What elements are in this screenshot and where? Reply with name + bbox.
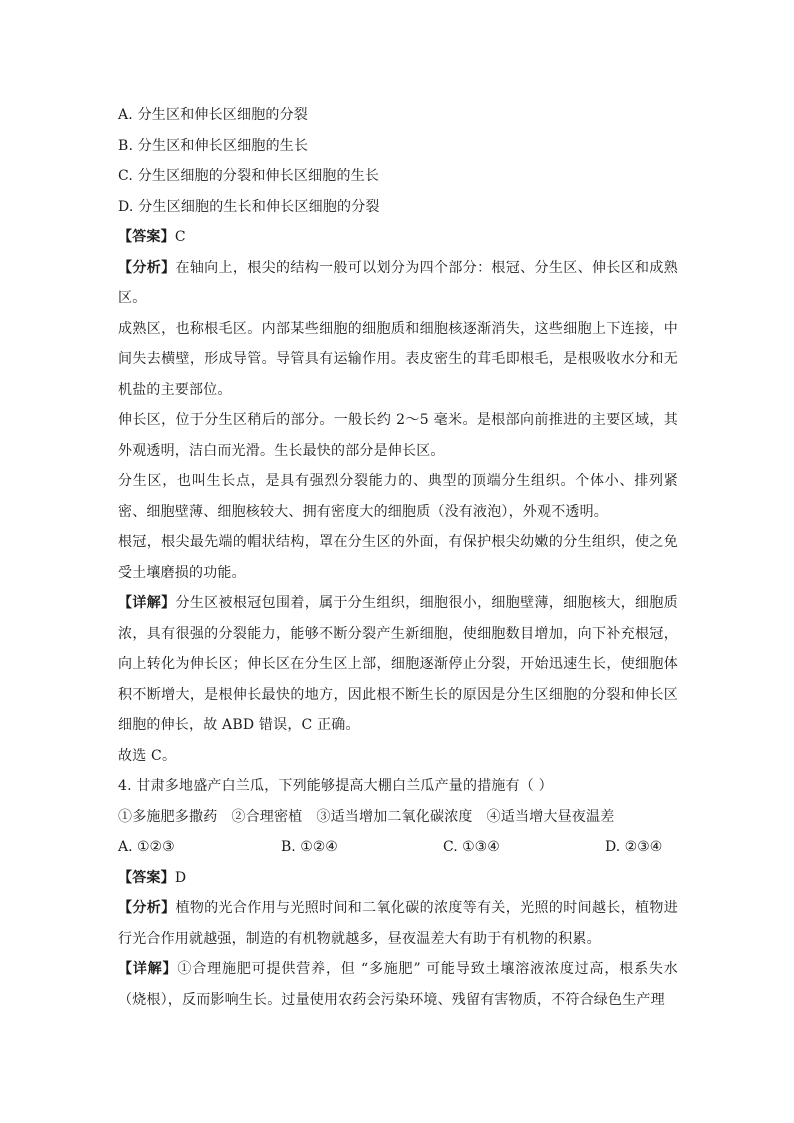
detail-paragraph	[118, 588, 678, 741]
q4-detail-paragraph	[118, 954, 678, 1015]
question-4-choices	[118, 802, 678, 833]
root-cap-paragraph: 根冠，根尖最先端的帽状结构，罩在分生区的外面，有保护根尖幼嫩的分生组织，使之免受土壤磨损的功能。	[118, 534, 678, 581]
question-4-options	[118, 832, 678, 863]
detail-text: 分生区被根冠包围着，属于分生组织，细胞很小，细胞壁薄，细胞核大，细胞质浓，具有很强的分裂能力，能够不断分裂产生新细胞，使细胞数目增加，向下补充根冠，向上转化为伸长区；伸长区在分生区上部，细胞逐渐停止分裂，开始迅速生长，使细胞体积不断增大，是根伸长最快的地方，因此根不断生长的原因是分生区细胞的分裂和伸长区细胞的伸长，故 ABD 错误，C 正确。	[118, 595, 678, 733]
meristem-zone-paragraph: 分生区，也叫生长点，是具有强烈分裂能力的、典型的顶端分生组织。个体小、排列紧密、细胞壁薄、细胞核较大、拥有密度大的细胞质（没有液泡），外观不透明。	[118, 473, 678, 520]
option-c: C. 分生区细胞的分裂和伸长区细胞的生长	[118, 168, 380, 184]
choice-1: ①多施肥多撒药	[118, 808, 218, 825]
q4-analysis-tag: 【分析】	[118, 900, 176, 916]
answer-tag: 【答案】	[118, 229, 175, 245]
analysis-tag: 【分析】	[118, 259, 176, 276]
conclusion-line: 故选 C。	[118, 747, 177, 764]
q4-detail-text: ①合理施肥可提供营养，但 “多施肥” 可能导致土壤溶液浓度过高，根系失水（烧根），反而影响生长。过量使用农药会污染环境、残留有害物质，不符合绿色生产理	[118, 961, 678, 1008]
q4-analysis-text: 植物的光合作用与光照时间和二氧化碳的浓度等有关，光照的时间越长，植物进行光合作用就越强，制造的有机物就越多，昼夜温差大有助于有机物的积累。	[118, 900, 678, 947]
q4-answer-line	[118, 863, 678, 894]
choice-4: ④适当增大昼夜温差	[486, 808, 615, 825]
question-4-stem: 4. 甘肃多地盛产白兰瓜，下列能够提高大棚白兰瓜产量的措施有（ ）	[118, 778, 553, 794]
option-d: D. 分生区细胞的生长和伸长区细胞的分裂	[118, 198, 380, 215]
q4-analysis-paragraph	[118, 893, 678, 954]
document-page	[118, 100, 678, 1015]
mature-zone-paragraph: 成熟区，也称根毛区。内部某些细胞的细胞质和细胞核逐渐消失，这些细胞上下连接，中间失去横壁，形成导管。导管具有运输作用。表皮密生的茸毛即根毛，是根吸收水分和无机盐的主要部位。	[118, 320, 678, 398]
answer-text: C	[174, 229, 186, 245]
elongation-zone-paragraph: 伸长区，位于分生区稍后的部分。一般长约 2～5 毫米。是根部向前推进的主要区域，其外观透明，洁白而光滑。生长最快的部分是伸长区。	[118, 412, 678, 459]
q4-answer-text: D	[174, 869, 187, 886]
detail-tag: 【详解】	[118, 595, 176, 611]
q4-option-c: C. ①③④	[443, 839, 500, 855]
q4-answer-tag: 【答案】	[118, 869, 175, 886]
option-a: A. 分生区和伸长区细胞的分裂	[118, 107, 309, 123]
q4-option-d: D. ②③④	[605, 839, 663, 855]
analysis-text: 在轴向上，根尖的结构一般可以划分为四个部分：根冠、分生区、伸长区和成熟区。	[118, 259, 678, 306]
choice-2: ②合理密植	[231, 808, 303, 825]
q4-option-b: B. ①②④	[281, 839, 338, 855]
analysis-paragraph	[118, 253, 678, 314]
q4-detail-tag: 【详解】	[118, 961, 178, 977]
option-b: B. 分生区和伸长区细胞的生长	[118, 137, 309, 154]
answer-line	[118, 222, 678, 253]
choice-3: ③适当增加二氧化碳浓度	[316, 808, 473, 825]
q4-option-a: A. ①②③	[118, 839, 175, 855]
